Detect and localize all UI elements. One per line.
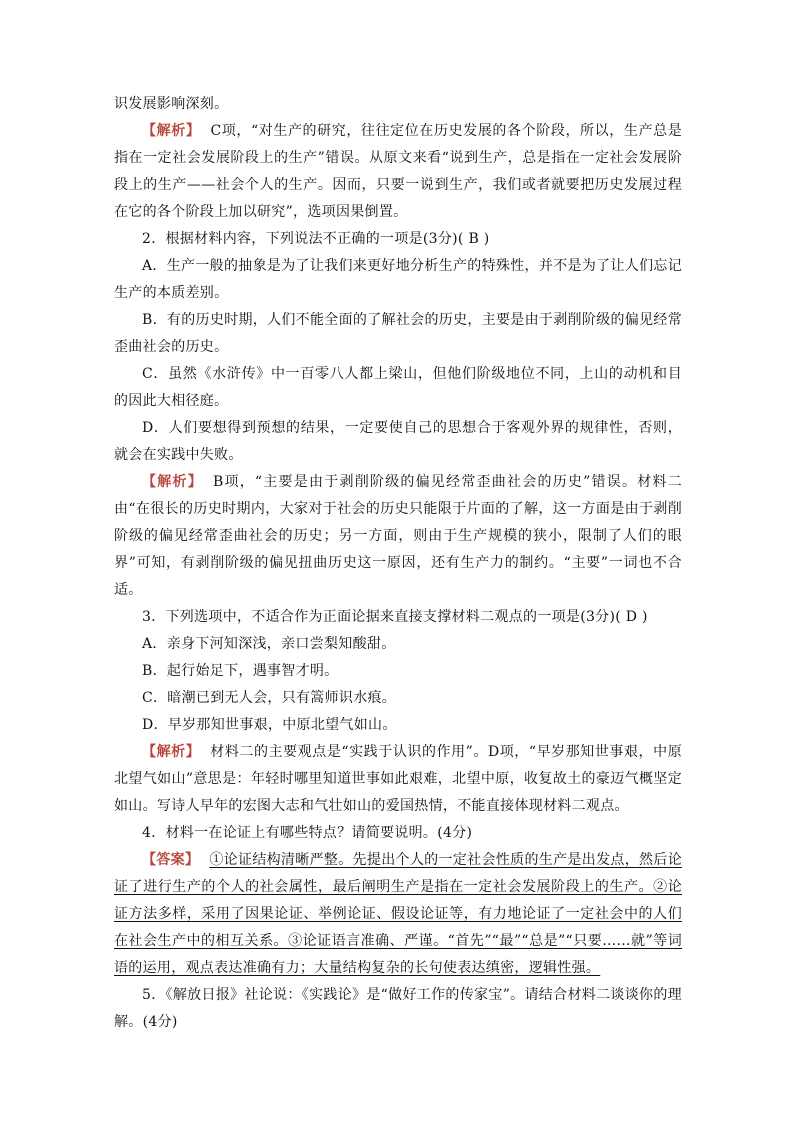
question-2-option-d: D．人们要想得到预想的结果，一定要使自己的思想合于客观外界的规律性，否则，就会在实践中失败。 [114, 420, 682, 463]
question-2: 2．根据材料内容，下列说法不正确的一项是(3分)( B ) [142, 231, 490, 247]
question-3-option-a: A．亲身下河知深浅，亲口尝梨知酸甜。 [142, 636, 396, 652]
answer-tag: 【答案】 [142, 852, 200, 868]
answer-4 [114, 847, 682, 982]
analysis-text: C项，“对生产的研究，往往定位在历史发展的各个阶段，所以，生产总是指在一定社会发展阶段上的生产”错误。从原文来看“说到生产，总是指在一定社会发展阶段上的生产——社会个人的生产。因而，只要一说到生产，我们或者就要把历史发展过程在它的各个阶段上加以研究”，选项因果倒置。 [114, 123, 682, 220]
question-2-option-b: B．有的历史时期，人们不能全面的了解社会的历史，主要是由于剥削阶级的偏见经常歪曲社会的历史。 [114, 312, 682, 355]
question-3-option-d: D．早岁那知世事艰，中原北望气如山。 [142, 717, 397, 733]
analysis-tag: 【解析】 [142, 123, 201, 139]
paragraph-continuation: 识发展影响深刻。 [114, 96, 229, 112]
question-4: 4．材料一在论证上有哪些特点？请简要说明。(4分) [142, 825, 473, 841]
question-2-option-c: C．虽然《水浒传》中一百零八人都上梁山，但他们阶级地位不同，上山的动机和目的因此大相径庭。 [114, 366, 682, 409]
analysis-1 [114, 118, 682, 226]
analysis-3 [114, 739, 682, 820]
question-3: 3．下列选项中，不适合作为正面论据来直接支撑材料二观点的一项是(3分)( D ) [142, 609, 648, 625]
question-3-option-c: C．暗潮已到无人会，只有篙师识水痕。 [142, 690, 397, 706]
answer-text: ①论证结构清晰严整。先提出个人的一定社会性质的生产是出发点，然后论证了进行生产的个人的社会属性，最后阐明生产是指在一定社会发展阶段上的生产。②论证方法多样，采用了因果论证、举例论证、假设论证等，有力地论证了一定社会中的人们在社会生产中的相互关系。③论证语言准确、严谨。“首先”“最”“总是”“只要……就”等词语的运用，观点表达准确有力；大量结构复杂的长句使表达缜密，逻辑性强。 [114, 852, 683, 976]
analysis-tag: 【解析】 [142, 474, 203, 490]
analysis-2 [114, 469, 682, 604]
analysis-text: 材料二的主要观点是“实践于认识的作用”。D项，“早岁那知世事艰，中原北望气如山”意思是：年轻时哪里知道世事如此艰难，北望中原，收复故土的豪迈气概坚定如山。写诗人早年的宏图大志和气壮如山的爱国热情，不能直接体现材料二观点。 [114, 744, 682, 814]
question-5: 5．《解放日报》社论说：《实践论》是“做好工作的传家宝”。请结合材料二谈谈你的理解。(4分) [114, 987, 682, 1030]
analysis-tag: 【解析】 [142, 744, 201, 760]
question-3-option-b: B．起行始足下，遇事智才明。 [142, 663, 339, 679]
document-body [114, 91, 682, 1036]
analysis-text: B项，“主要是由于剥削阶级的偏见经常歪曲社会的历史”错误。材料二由“在很长的历史时期内，大家对于社会的历史只能限于片面的了解，这一方面是由于剥削阶级的偏见经常歪曲社会的历史；另一方面，则由于生产规模的狭小，限制了人们的眼界”可知，有剥削阶级的偏见扭曲历史这一原因，还有生产力的制约。“主要”一词也不合适。 [114, 474, 683, 598]
question-2-option-a: A．生产一般的抽象是为了让我们来更好地分析生产的特殊性，并不是为了让人们忘记生产的本质差别。 [114, 258, 682, 301]
